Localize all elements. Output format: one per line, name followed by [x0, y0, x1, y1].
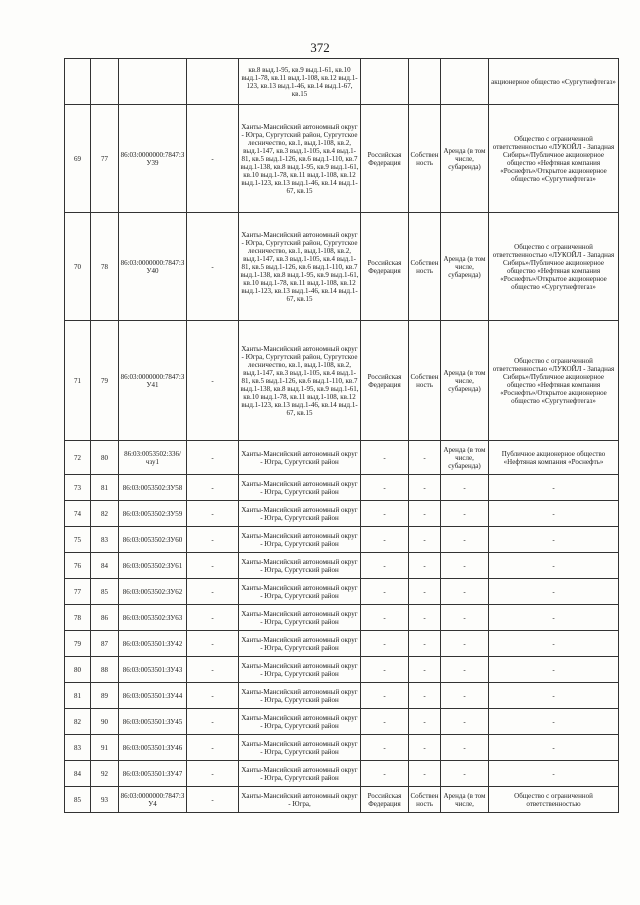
plot-address-cell: Ханты-Мансийский автономный округ - Югра, Сургутский район, Сургутское лесничество, кв.1, выд.1-108, кв.2, выд.1-147, кв.3 выд.1-105, кв.4 выд.1-81, кв.5 выд.1-126, кв.6 выд.1-110, кв.7 выд.1-138, кв.8 выд.1-95, кв.9 выд.1-61, кв.10 выд.1-78, кв.11 выд.1-108, кв.12 выд.1-123, кв.13 выд.1-46, кв.14 выд.1-67, кв.15: [239, 321, 361, 441]
row-number-cell: 81: [65, 683, 91, 709]
plot-address-cell: Ханты-Мансийский автономный округ - Югра, Сургутский район: [239, 441, 361, 475]
row-order-number-cell: 81: [91, 475, 119, 501]
tenant-cell: Общество с ограниченной ответственностью: [489, 787, 619, 813]
encumbrance-cell: -: [441, 735, 489, 761]
encumbrance-cell: -: [441, 683, 489, 709]
table-row: [65, 441, 619, 475]
tenant-cell: -: [489, 527, 619, 553]
row-number-cell: 84: [65, 761, 91, 787]
owner-cell: -: [361, 657, 409, 683]
tenant-cell: -: [489, 657, 619, 683]
table-row: [65, 735, 619, 761]
empty-field-cell: -: [187, 105, 239, 213]
row-number-cell: [65, 59, 91, 105]
plot-address-cell: Ханты-Мансийский автономный округ - Югра, Сургутский район: [239, 735, 361, 761]
row-order-number-cell: 93: [91, 787, 119, 813]
owner-cell: -: [361, 709, 409, 735]
empty-field-cell: -: [187, 553, 239, 579]
row-order-number-cell: 82: [91, 501, 119, 527]
owner-cell: Российская Федерация: [361, 213, 409, 321]
plot-address-cell: Ханты-Мансийский автономный округ - Югра, Сургутский район, Сургутское лесничество, кв.1, выд.1-108, кв.2, выд.1-147, кв.3 выд.1-105, кв.4 выд.1-81, кв.5 выд.1-126, кв.6 выд.1-110, кв.7 выд.1-138, кв.8 выд.1-95, кв.9 выд.1-61, кв.10 выд.1-78, кв.11 выд.1-108, кв.12 выд.1-123, кв.13 выд.1-46, кв.14 выд.1-67, кв.15: [239, 105, 361, 213]
encumbrance-cell: -: [441, 709, 489, 735]
right-type-cell: [409, 59, 441, 105]
owner-cell: -: [361, 605, 409, 631]
cadastral-number-cell: 86:03:0000000:7847:ЗУ40: [119, 213, 187, 321]
tenant-cell: -: [489, 605, 619, 631]
table-row: [65, 761, 619, 787]
tenant-cell: -: [489, 735, 619, 761]
table-row: [65, 59, 619, 105]
row-number-cell: 78: [65, 605, 91, 631]
tenant-cell: -: [489, 579, 619, 605]
cadastral-number-cell: 86:03:0053501:ЗУ43: [119, 657, 187, 683]
cadastral-number-cell: [119, 59, 187, 105]
plot-address-cell: Ханты-Мансийский автономный округ - Югра, Сургутский район: [239, 579, 361, 605]
right-type-cell: Собственность: [409, 105, 441, 213]
plot-address-cell: кв.8 выд.1-95, кв.9 выд.1-61, кв.10 выд.1-78, кв.11 выд.1-108, кв.12 выд.1-123, кв.13 выд.1-46, кв.14 выд.1-67, кв.15: [239, 59, 361, 105]
register-rows: [65, 59, 619, 813]
row-order-number-cell: 86: [91, 605, 119, 631]
page-number: 372: [310, 40, 330, 55]
row-order-number-cell: 83: [91, 527, 119, 553]
cadastral-number-cell: 86:03:0053501:ЗУ45: [119, 709, 187, 735]
row-order-number-cell: 79: [91, 321, 119, 441]
plot-address-cell: Ханты-Мансийский автономный округ - Югра, Сургутский район: [239, 553, 361, 579]
table-row: [65, 657, 619, 683]
tenant-cell: акционерное общество «Сургутнефтегаз»: [489, 59, 619, 105]
right-type-cell: Собственность: [409, 213, 441, 321]
right-type-cell: -: [409, 761, 441, 787]
row-order-number-cell: 87: [91, 631, 119, 657]
row-order-number-cell: 92: [91, 761, 119, 787]
cadastral-number-cell: 86:03:0053501:ЗУ42: [119, 631, 187, 657]
row-order-number-cell: 85: [91, 579, 119, 605]
encumbrance-cell: -: [441, 657, 489, 683]
encumbrance-cell: -: [441, 501, 489, 527]
tenant-cell: -: [489, 709, 619, 735]
empty-field-cell: -: [187, 441, 239, 475]
plot-address-cell: Ханты-Мансийский автономный округ - Югра, Сургутский район: [239, 605, 361, 631]
row-order-number-cell: 90: [91, 709, 119, 735]
cadastral-number-cell: 86:03:0053502:ЗУ63: [119, 605, 187, 631]
owner-cell: -: [361, 501, 409, 527]
land-plot-register-table: [64, 58, 619, 813]
right-type-cell: -: [409, 683, 441, 709]
right-type-cell: -: [409, 709, 441, 735]
owner-cell: -: [361, 553, 409, 579]
row-number-cell: 75: [65, 527, 91, 553]
tenant-cell: -: [489, 501, 619, 527]
encumbrance-cell: -: [441, 631, 489, 657]
table-row: [65, 475, 619, 501]
tenant-cell: -: [489, 683, 619, 709]
encumbrance-cell: Аренда (в том числе,: [441, 787, 489, 813]
row-number-cell: 72: [65, 441, 91, 475]
right-type-cell: -: [409, 527, 441, 553]
cadastral-number-cell: 86:03:0000000:7847:ЗУ39: [119, 105, 187, 213]
right-type-cell: -: [409, 441, 441, 475]
row-number-cell: 82: [65, 709, 91, 735]
empty-field-cell: -: [187, 761, 239, 787]
table-row: [65, 501, 619, 527]
row-number-cell: 85: [65, 787, 91, 813]
owner-cell: Российская Федерация: [361, 787, 409, 813]
row-number-cell: 71: [65, 321, 91, 441]
empty-field-cell: -: [187, 787, 239, 813]
cadastral-number-cell: 86:03:0053502:ЗУ59: [119, 501, 187, 527]
table-row: [65, 213, 619, 321]
owner-cell: -: [361, 579, 409, 605]
right-type-cell: -: [409, 475, 441, 501]
table-row: [65, 105, 619, 213]
right-type-cell: -: [409, 579, 441, 605]
tenant-cell: -: [489, 761, 619, 787]
owner-cell: -: [361, 475, 409, 501]
encumbrance-cell: [441, 59, 489, 105]
row-number-cell: 73: [65, 475, 91, 501]
plot-address-cell: Ханты-Мансийский автономный округ - Югра, Сургутский район: [239, 657, 361, 683]
empty-field-cell: -: [187, 213, 239, 321]
cadastral-number-cell: 86:03:0053501:ЗУ44: [119, 683, 187, 709]
tenant-cell: Общество с ограниченной ответственностью «ЛУКОЙЛ - Западная Сибирь»/Публичное акционерное общество «Нефтяная компания «Роснефть»/Открытое акционерное общество «Сургутнефтегаз»: [489, 321, 619, 441]
right-type-cell: -: [409, 605, 441, 631]
cadastral-number-cell: 86:03:0053502:ЗУ58: [119, 475, 187, 501]
row-order-number-cell: 91: [91, 735, 119, 761]
empty-field-cell: -: [187, 605, 239, 631]
owner-cell: -: [361, 441, 409, 475]
cadastral-number-cell: 86:03:0053501:ЗУ47: [119, 761, 187, 787]
plot-address-cell: Ханты-Мансийский автономный округ - Югра, Сургутский район: [239, 501, 361, 527]
right-type-cell: -: [409, 553, 441, 579]
row-number-cell: 79: [65, 631, 91, 657]
row-order-number-cell: 84: [91, 553, 119, 579]
row-number-cell: 76: [65, 553, 91, 579]
tenant-cell: Общество с ограниченной ответственностью «ЛУКОЙЛ - Западная Сибирь»/Публичное акционерное общество «Нефтяная компания «Роснефть»/Открытое акционерное общество «Сургутнефтегаз»: [489, 213, 619, 321]
plot-address-cell: Ханты-Мансийский автономный округ - Югра, Сургутский район: [239, 631, 361, 657]
empty-field-cell: -: [187, 527, 239, 553]
empty-field-cell: -: [187, 475, 239, 501]
table-row: [65, 683, 619, 709]
encumbrance-cell: Аренда (в том числе, субаренда): [441, 321, 489, 441]
owner-cell: -: [361, 683, 409, 709]
owner-cell: Российская Федерация: [361, 105, 409, 213]
row-number-cell: 69: [65, 105, 91, 213]
owner-cell: -: [361, 527, 409, 553]
table-row: [65, 605, 619, 631]
cadastral-number-cell: 86:03:0053502:336/чзу1: [119, 441, 187, 475]
plot-address-cell: Ханты-Мансийский автономный округ - Югра, Сургутский район, Сургутское лесничество, кв.1, выд.1-108, кв.2, выд.1-147, кв.3 выд.1-105, кв.4 выд.1-81, кв.5 выд.1-126, кв.6 выд.1-110, кв.7 выд.1-138, кв.8 выд.1-95, кв.9 выд.1-61, кв.10 выд.1-78, кв.11 выд.1-108, кв.12 выд.1-123, кв.13 выд.1-46, кв.14 выд.1-67, кв.15: [239, 213, 361, 321]
right-type-cell: Собственность: [409, 321, 441, 441]
cadastral-number-cell: 86:03:0053502:ЗУ60: [119, 527, 187, 553]
tenant-cell: -: [489, 553, 619, 579]
tenant-cell: Общество с ограниченной ответственностью «ЛУКОЙЛ - Западная Сибирь»/Публичное акционерное общество «Нефтяная компания «Роснефть»/Открытое акционерное общество «Сургутнефтегаз»: [489, 105, 619, 213]
plot-address-cell: Ханты-Мансийский автономный округ - Югра, Сургутский район: [239, 527, 361, 553]
table-row: [65, 579, 619, 605]
cadastral-number-cell: 86:03:0053501:ЗУ46: [119, 735, 187, 761]
row-order-number-cell: 80: [91, 441, 119, 475]
empty-field-cell: -: [187, 735, 239, 761]
empty-field-cell: [187, 59, 239, 105]
row-order-number-cell: 89: [91, 683, 119, 709]
right-type-cell: -: [409, 657, 441, 683]
table-row: [65, 321, 619, 441]
encumbrance-cell: -: [441, 553, 489, 579]
empty-field-cell: -: [187, 631, 239, 657]
empty-field-cell: -: [187, 501, 239, 527]
owner-cell: -: [361, 761, 409, 787]
owner-cell: [361, 59, 409, 105]
right-type-cell: -: [409, 735, 441, 761]
row-number-cell: 74: [65, 501, 91, 527]
cadastral-number-cell: 86:03:0000000:7847:ЗУ41: [119, 321, 187, 441]
empty-field-cell: -: [187, 579, 239, 605]
row-order-number-cell: 77: [91, 105, 119, 213]
plot-address-cell: Ханты-Мансийский автономный округ - Югра, Сургутский район: [239, 475, 361, 501]
table-row: [65, 787, 619, 813]
row-order-number-cell: 88: [91, 657, 119, 683]
right-type-cell: -: [409, 631, 441, 657]
empty-field-cell: -: [187, 683, 239, 709]
owner-cell: Российская Федерация: [361, 321, 409, 441]
table-row: [65, 709, 619, 735]
cadastral-number-cell: 86:03:0000000:7847:ЗУ4: [119, 787, 187, 813]
row-order-number-cell: 78: [91, 213, 119, 321]
table-row: [65, 631, 619, 657]
table-row: [65, 553, 619, 579]
tenant-cell: -: [489, 631, 619, 657]
encumbrance-cell: Аренда (в том числе, субаренда): [441, 213, 489, 321]
cadastral-number-cell: 86:03:0053502:ЗУ62: [119, 579, 187, 605]
table-row: [65, 527, 619, 553]
encumbrance-cell: -: [441, 605, 489, 631]
encumbrance-cell: -: [441, 475, 489, 501]
encumbrance-cell: -: [441, 527, 489, 553]
owner-cell: -: [361, 631, 409, 657]
tenant-cell: -: [489, 475, 619, 501]
row-number-cell: 83: [65, 735, 91, 761]
encumbrance-cell: -: [441, 761, 489, 787]
empty-field-cell: -: [187, 321, 239, 441]
empty-field-cell: -: [187, 657, 239, 683]
right-type-cell: -: [409, 501, 441, 527]
row-number-cell: 80: [65, 657, 91, 683]
row-number-cell: 77: [65, 579, 91, 605]
right-type-cell: Собственность: [409, 787, 441, 813]
owner-cell: -: [361, 735, 409, 761]
encumbrance-cell: -: [441, 579, 489, 605]
encumbrance-cell: Аренда (в том числе, субаренда): [441, 441, 489, 475]
tenant-cell: Публичное акционерное общество «Нефтяная компания «Роснефть»: [489, 441, 619, 475]
plot-address-cell: Ханты-Мансийский автономный округ - Югра, Сургутский район: [239, 709, 361, 735]
row-number-cell: 70: [65, 213, 91, 321]
empty-field-cell: -: [187, 709, 239, 735]
cadastral-number-cell: 86:03:0053502:ЗУ61: [119, 553, 187, 579]
row-order-number-cell: [91, 59, 119, 105]
encumbrance-cell: Аренда (в том числе, субаренда): [441, 105, 489, 213]
plot-address-cell: Ханты-Мансийский автономный округ - Югра,: [239, 787, 361, 813]
plot-address-cell: Ханты-Мансийский автономный округ - Югра, Сургутский район: [239, 761, 361, 787]
plot-address-cell: Ханты-Мансийский автономный округ - Югра, Сургутский район: [239, 683, 361, 709]
